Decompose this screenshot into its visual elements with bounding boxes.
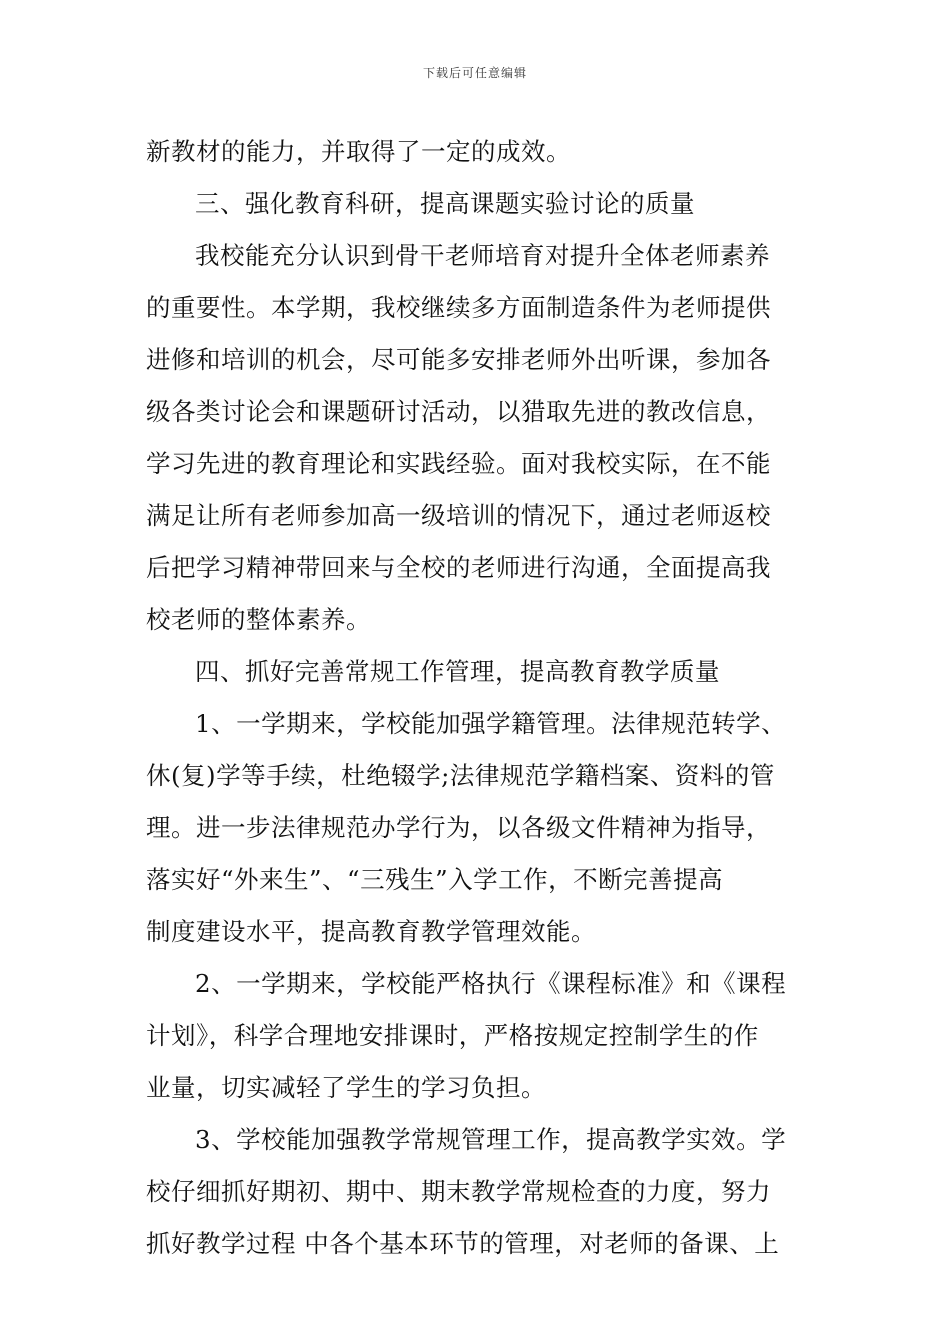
page-header: 下载后可任意编辑 xyxy=(422,66,527,80)
text-line: 抓好教学过程 中各个基本环节的管理，对老师的备课、上 xyxy=(146,1229,780,1258)
text-line: 落实好“外来生”、“三残生”入学工作，不断完善提高 xyxy=(146,865,724,894)
text-line: 校仔细抓好期初、期中、期末教学常规检查的力度，努力 xyxy=(146,1177,771,1206)
text-line: 满足让所有老师参加高一级培训的情况下，通过老师返校 xyxy=(146,501,771,530)
text-line: 我校能充分认识到骨干老师培育对提升全体老师素养 xyxy=(195,241,770,270)
text-line: 2、一学期来，学校能严格执行《课程标准》和《课程 xyxy=(195,969,787,998)
text-line: 进修和培训的机会，尽可能多安排老师外出听课，参加各 xyxy=(146,345,771,374)
text-line: 校老师的整体素养。 xyxy=(146,605,371,634)
text-line: 理。进一步法律规范办学行为，以各级文件精神为指导， xyxy=(146,813,771,842)
text-line: 学习先进的教育理论和实践经验。面对我校实际，在不能 xyxy=(146,449,771,478)
text-line: 三、强化教育科研，提高课题实验讨论的质量 xyxy=(195,189,695,218)
text-line: 后把学习精神带回来与全校的老师进行沟通，全面提高我 xyxy=(146,553,771,582)
text-line: 3、学校能加强教学常规管理工作，提高教学实效。学 xyxy=(195,1125,787,1154)
document-body xyxy=(146,126,810,1270)
text-line: 四、抓好完善常规工作管理，提高教育教学质量 xyxy=(195,657,720,686)
text-line: 新教材的能力，并取得了一定的成效。 xyxy=(146,137,571,166)
text-line: 休(复)学等手续，杜绝辍学;法律规范学籍档案、资料的管 xyxy=(146,761,775,790)
text-line: 业量，切实减轻了学生的学习负担。 xyxy=(146,1073,546,1102)
text-line: 级各类讨论会和课题研讨活动，以猎取先进的教改信息， xyxy=(146,397,771,426)
text-line: 计划》，科学合理地安排课时，严格按规定控制学生的作 xyxy=(146,1021,759,1050)
text-line: 1、一学期来，学校能加强学籍管理。法律规范转学、 xyxy=(195,709,787,738)
text-line: 制度建设水平，提高教育教学管理效能。 xyxy=(146,917,596,946)
text-line: 的重要性。本学期，我校继续多方面制造条件为老师提供 xyxy=(146,293,771,322)
